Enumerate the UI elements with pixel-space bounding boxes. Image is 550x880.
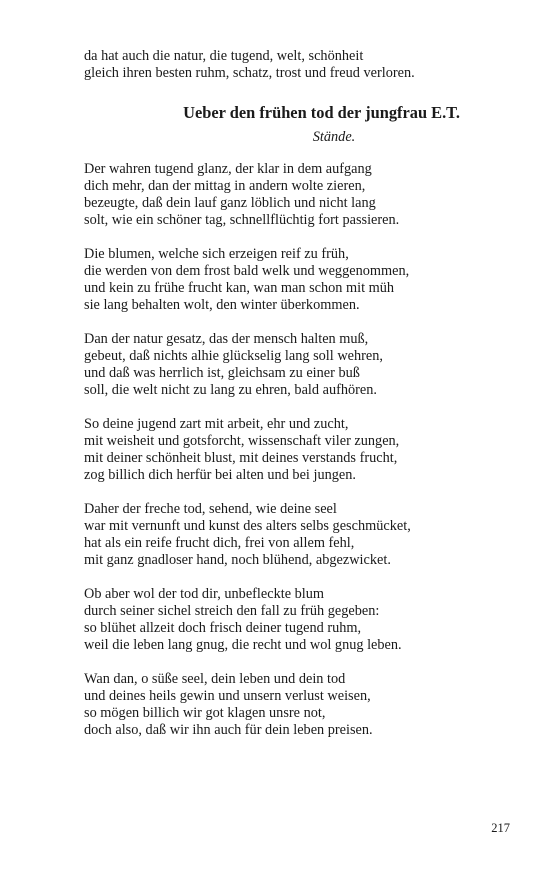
verse-line: doch also, daß wir ihn auch für dein leben preisen. [84, 722, 373, 738]
verse-line: soll, die welt nicht zu lang zu ehren, bald aufhören. [84, 382, 377, 398]
stanza-2 [84, 246, 464, 314]
verse-line: hat als ein reife frucht dich, frei von allem fehl, [84, 535, 355, 551]
stanza-7 [84, 671, 464, 739]
verse-line: Daher der freche tod, sehend, wie deine seel [84, 501, 337, 517]
verse-line: mit ganz gnadloser hand, noch blühend, abgezwicket. [84, 552, 391, 568]
intro-lines [84, 48, 464, 82]
page-number: 217 [491, 821, 510, 835]
verse-line: und kein zu frühe frucht kan, wan man schon mit müh [84, 280, 395, 296]
verse-line: Dan der natur gesatz, das der mensch halten muß, [84, 331, 369, 347]
verse-line: bezeugte, daß dein lauf ganz löblich und nicht lang [84, 195, 376, 211]
verse-line: weil die leben lang gnug, die recht und wol gnug leben. [84, 637, 402, 653]
poem-stanzas [84, 161, 464, 739]
verse-line: und deines heils gewin und unsern verlust weisen, [84, 688, 371, 704]
stanza-4 [84, 416, 464, 484]
stanza-5 [84, 501, 464, 569]
verse-line: mit deiner schönheit blust, mit deines verstands frucht, [84, 450, 398, 466]
verse-line: solt, wie ein schöner tag, schnellflüchtig fort passieren. [84, 212, 400, 228]
verse-line: war mit vernunft und kunst des alters selbs geschmücket, [84, 518, 411, 534]
verse-line: so mögen billich wir got klagen unsre not, [84, 705, 326, 721]
verse-line: zog billich dich herfür bei alten und bei jungen. [84, 467, 356, 483]
verse-line: durch seiner sichel streich den fall zu früh gegeben: [84, 603, 380, 619]
verse-line: sie lang behalten wolt, den winter überkommen. [84, 297, 360, 313]
intro-line: da hat auch die natur, die tugend, welt, schönheit [84, 48, 364, 64]
poem-subtitle: Stände. [312, 129, 356, 145]
verse-line: die werden von dem frost bald welk und weggenommen, [84, 263, 410, 279]
stanza-3 [84, 331, 464, 399]
verse-line: so blühet allzeit doch frisch deiner tugend ruhm, [84, 620, 362, 636]
page-content [84, 48, 464, 756]
verse-line: Der wahren tugend glanz, der klar in dem aufgang [84, 161, 372, 177]
verse-line: Wan dan, o süße seel, dein leben und dein tod [84, 671, 346, 687]
stanza-1 [84, 161, 464, 229]
verse-line: Die blumen, welche sich erzeigen reif zu früh, [84, 246, 349, 262]
verse-line: mit weisheit und gotsforcht, wissenschaft viler zungen, [84, 433, 400, 449]
poem-title: Ueber den frühen tod der jungfrau E.T. [183, 103, 460, 122]
verse-line: und daß was herrlich ist, gleichsam zu einer buß [84, 365, 360, 381]
verse-line: So deine jugend zart mit arbeit, ehr und zucht, [84, 416, 349, 432]
stanza-6 [84, 586, 464, 654]
verse-line: dich mehr, dan der mittag in andern wolte zieren, [84, 178, 366, 194]
verse-line: gebeut, daß nichts alhie glückselig lang soll wehren, [84, 348, 383, 364]
verse-line: Ob aber wol der tod dir, unbefleckte blum [84, 586, 325, 602]
intro-line: gleich ihren besten ruhm, schatz, trost und freud verloren. [84, 65, 415, 81]
